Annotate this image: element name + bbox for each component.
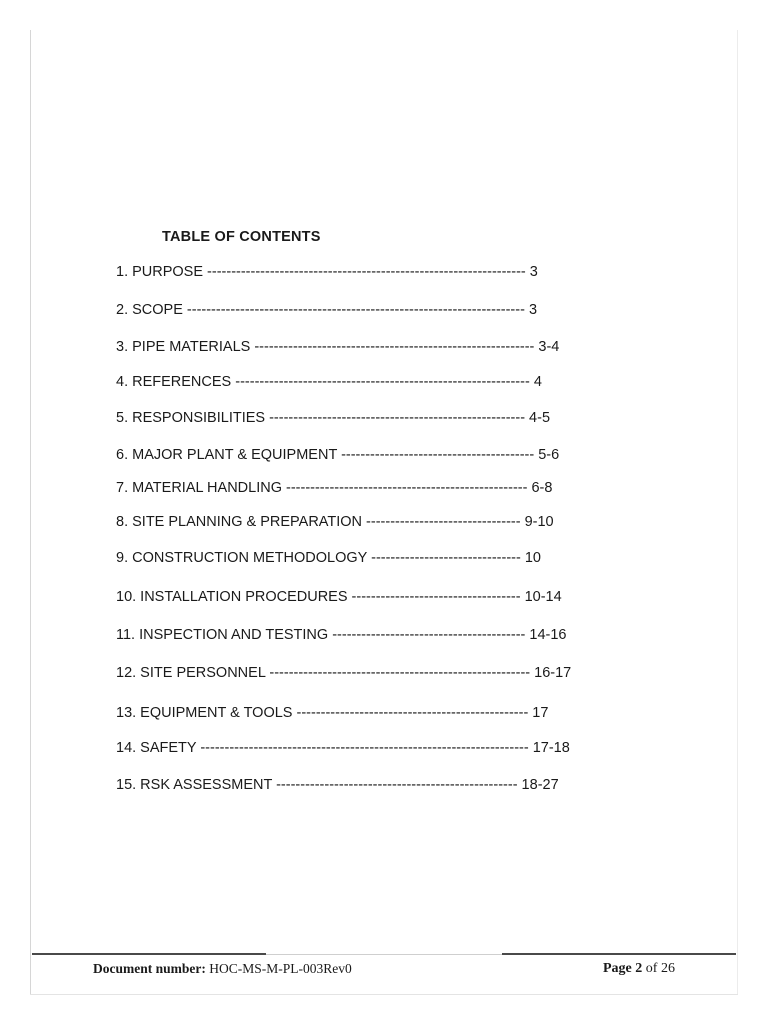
toc-entry-site-planning: 8. SITE PLANNING & PREPARATION -------------------------------- 9-10 (116, 514, 554, 530)
page-bottom-border (30, 994, 738, 995)
footer-doc-number: HOC-MS-M-PL-003Rev0 (209, 961, 352, 976)
footer-doc-label: Document number: (93, 961, 206, 976)
footer-page-total: 26 (660, 961, 675, 976)
toc-entry-references: 4. REFERENCES ------------------------------------------------------------- 4 (116, 374, 542, 390)
footer-document-number (93, 961, 352, 977)
toc-entry-scope: 2. SCOPE ---------------------------------------------------------------------- 3 (116, 302, 538, 318)
footer-page-number (603, 961, 675, 977)
toc-entry-safety: 14. SAFETY -------------------------------------------------------------------- 17-18 (116, 740, 570, 756)
toc-title: TABLE OF CONTENTS (162, 229, 321, 245)
toc-entry-risk-assessment: 15. RSK ASSESSMENT -------------------------------------------------- 18-27 (116, 777, 559, 793)
footer-rule-left (32, 953, 266, 955)
toc-entry-responsibilities: 5. RESPONSIBILITIES ----------------------------------------------------- 4-5 (116, 410, 551, 426)
footer-page-current: 2 (635, 961, 643, 976)
page-right-border (737, 30, 738, 994)
toc-entry-inspection-testing: 11. INSPECTION AND TESTING ---------------------------------------- 14-16 (116, 627, 567, 643)
page-left-border (30, 30, 31, 994)
footer-rule-middle (266, 954, 502, 955)
toc-entry-installation-procedures: 10. INSTALLATION PROCEDURES ----------------------------------- 10-14 (116, 589, 562, 605)
toc-entry-material-handling: 7. MATERIAL HANDLING -------------------------------------------------- 6-8 (116, 480, 553, 496)
toc-entry-equipment-tools: 13. EQUIPMENT & TOOLS ------------------------------------------------ 17 (116, 705, 549, 721)
toc-entry-major-plant: 6. MAJOR PLANT & EQUIPMENT ---------------------------------------- 5-6 (116, 447, 560, 463)
footer-rule-right (502, 953, 736, 955)
toc-entry-site-personnel: 12. SITE PERSONNEL ------------------------------------------------------ 16-17 (116, 665, 572, 681)
footer-page-label: Page (603, 961, 632, 976)
toc-entry-purpose: 1. PURPOSE ------------------------------------------------------------------ 3 (116, 264, 538, 280)
toc-entry-construction-methodology: 9. CONSTRUCTION METHODOLOGY ------------------------------- 10 (116, 550, 541, 566)
toc-entry-pipe-materials: 3. PIPE MATERIALS ---------------------------------------------------------- 3-4 (116, 339, 560, 355)
footer-page-of: of (645, 961, 658, 976)
